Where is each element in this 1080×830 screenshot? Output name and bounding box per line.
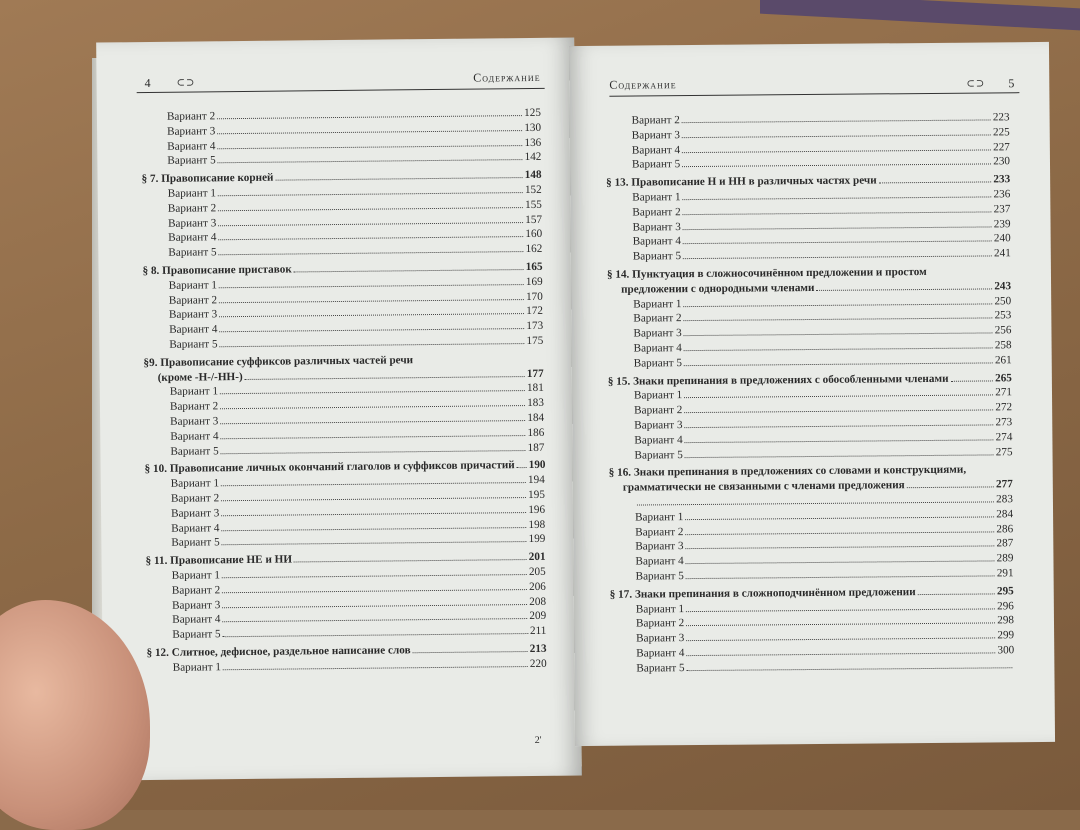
toc-page-number: 190 <box>529 458 546 473</box>
toc-page-number: 253 <box>994 309 1011 324</box>
toc-page-number: 243 <box>994 279 1011 294</box>
toc-page-number: 194 <box>528 473 545 488</box>
toc-page-number: 155 <box>525 198 542 213</box>
left-page-number: 4 <box>145 76 152 91</box>
toc-page-number: 172 <box>526 304 543 319</box>
dot-leader <box>686 608 995 612</box>
toc-entry-label: Вариант 3 <box>141 124 215 140</box>
toc-page-number: 196 <box>528 503 545 518</box>
toc-entry-label: Вариант 2 <box>606 205 680 220</box>
toc-page-number: 296 <box>997 599 1014 614</box>
toc-entry-label: Вариант 2 <box>141 109 215 125</box>
left-running-header <box>137 72 545 93</box>
toc-entry-label: Вариант 5 <box>607 249 681 264</box>
toc-page-number: 277 <box>996 477 1013 492</box>
dot-leader <box>685 516 994 520</box>
dot-leader <box>221 450 526 454</box>
toc-entry-label: Вариант 1 <box>609 510 683 525</box>
dot-leader <box>220 420 525 424</box>
dot-leader <box>219 313 524 317</box>
toc-page-number: 220 <box>530 657 547 672</box>
toc-page-number: 295 <box>997 584 1014 599</box>
dot-leader <box>684 410 993 414</box>
dot-leader <box>219 299 524 303</box>
dot-leader <box>685 424 994 428</box>
toc-entry-label: Вариант 2 <box>610 616 684 631</box>
toc-page-number: 283 <box>996 492 1013 507</box>
toc-page-number: 198 <box>528 517 545 532</box>
dot-leader <box>684 333 993 337</box>
toc-page-number: 271 <box>995 386 1012 401</box>
toc-page-number: 173 <box>526 319 543 334</box>
toc-entry-label: Вариант 2 <box>145 491 219 507</box>
dot-leader <box>220 390 525 394</box>
dot-leader <box>682 149 991 153</box>
toc-page-number: 213 <box>530 642 547 657</box>
dot-leader <box>218 145 523 149</box>
dot-leader <box>684 347 993 351</box>
toc-entry-label: Вариант 2 <box>609 525 683 540</box>
dot-leader <box>683 226 992 230</box>
toc-page-number: 265 <box>995 371 1012 386</box>
toc-entry-label: § 11. Правописание НЕ и НИ <box>146 553 293 569</box>
toc-entry-label: Вариант 4 <box>143 322 217 338</box>
toc-entry-label: § 17. Знаки препинания в сложноподчинённом предложении <box>610 585 916 602</box>
toc-page-number: 181 <box>527 381 544 396</box>
dot-leader <box>684 318 993 322</box>
dot-leader <box>275 177 522 181</box>
toc-page-number: 160 <box>525 227 542 242</box>
toc-page-number: 187 <box>528 440 545 455</box>
toc-entry-label: Вариант 4 <box>145 521 219 537</box>
dot-leader <box>218 207 523 211</box>
toc-variant-row <box>143 334 543 353</box>
toc-page-number: 157 <box>525 212 542 227</box>
toc-page-number: 227 <box>993 140 1010 155</box>
right-page <box>569 42 1055 746</box>
toc-page-number: 236 <box>993 187 1010 202</box>
toc-entry-label: Вариант 5 <box>143 337 217 353</box>
toc-page-number: 233 <box>993 172 1010 187</box>
toc-section-title-line: §9. Правописание суффиксов различных частей речи <box>143 352 543 371</box>
toc-page-number: 284 <box>996 507 1013 522</box>
toc-entry-label: § 8. Правописание приставок <box>142 262 291 278</box>
toc-variant-row <box>141 150 541 169</box>
toc-entry-label: Вариант 5 <box>610 569 684 584</box>
toc-entry-label: Вариант 2 <box>607 311 681 326</box>
dot-leader <box>218 236 523 240</box>
toc-page-number: 175 <box>526 334 543 349</box>
toc-page-number: 186 <box>527 426 544 441</box>
toc-page-number: 240 <box>994 232 1011 247</box>
dot-leader <box>219 251 524 255</box>
toc-entry-label: Вариант 1 <box>146 568 220 584</box>
toc-entry-label: § 7. Правописание корней <box>142 171 274 187</box>
toc-variant-row <box>608 353 1012 371</box>
ornament-icon: ⊂⊃ <box>177 77 196 88</box>
toc-variant-row <box>607 246 1011 264</box>
toc-entry-label: Вариант 4 <box>142 231 216 247</box>
toc-entry-label: Вариант 5 <box>142 245 216 261</box>
toc-entry-label: Вариант 3 <box>142 216 216 232</box>
toc-entry-label: Вариант 3 <box>606 128 680 143</box>
toc-section-block <box>609 463 1013 496</box>
toc-entry-label: Вариант 3 <box>146 598 220 614</box>
toc-entry-label: Вариант 3 <box>607 326 681 341</box>
toc-entry-label: Вариант 2 <box>142 201 216 217</box>
dot-leader <box>879 182 992 184</box>
toc-page-number: 136 <box>524 135 541 150</box>
dot-leader <box>219 284 524 288</box>
toc-page-number: 142 <box>525 150 542 165</box>
toc-page-number: 250 <box>994 294 1011 309</box>
toc-page-number: 258 <box>995 338 1012 353</box>
ornament-icon: ⊂⊃ <box>966 78 985 89</box>
toc-page-number: 225 <box>993 125 1010 140</box>
toc-section-block <box>607 264 1011 297</box>
dot-leader <box>221 512 526 516</box>
toc-page-number: 152 <box>525 183 542 198</box>
toc-entry-label: § 15. Знаки препинания в предложениях с обособленными членами <box>608 371 949 389</box>
toc-entry-label: (кроме -Н-/-НН-) <box>158 370 243 386</box>
toc-page-number: 206 <box>529 580 546 595</box>
toc-entry-label: грамматически не связанными с членами предложения <box>623 478 905 495</box>
toc-page-number: 299 <box>997 628 1014 643</box>
toc-page-number: 148 <box>525 168 542 183</box>
dot-leader <box>683 211 992 215</box>
toc-page-number: 201 <box>529 550 546 565</box>
dot-leader <box>682 119 991 123</box>
dot-leader <box>217 115 522 119</box>
dot-leader <box>221 482 526 486</box>
toc-entry-label: Вариант 2 <box>144 399 218 415</box>
dot-leader <box>684 395 993 399</box>
dot-leader <box>223 633 528 637</box>
toc-page-number: 241 <box>994 246 1011 261</box>
dot-leader <box>222 589 527 593</box>
toc-entry-label: § 10. Правописание личных окончаний глаголов и суффиксов причастий <box>145 458 515 477</box>
toc-page-number: 300 <box>997 643 1014 658</box>
toc-page-number: 287 <box>996 537 1013 552</box>
toc-entry-label: Вариант 1 <box>144 385 218 401</box>
dot-leader <box>686 561 995 565</box>
dot-leader <box>683 303 992 307</box>
left-toc <box>141 106 547 676</box>
dot-leader <box>413 651 528 653</box>
toc-variant-row <box>608 445 1012 463</box>
dot-leader <box>219 328 524 332</box>
dot-leader <box>683 241 992 245</box>
toc-section-block <box>143 352 543 386</box>
toc-entry-label: Вариант 1 <box>610 602 684 617</box>
dot-leader <box>222 574 527 578</box>
toc-page-number: 237 <box>994 202 1011 217</box>
toc-entry-label: Вариант 1 <box>608 388 682 403</box>
toc-entry-label: Вариант 5 <box>608 448 682 463</box>
toc-entry-label: Вариант 4 <box>608 433 682 448</box>
toc-entry-label: Вариант 1 <box>145 476 219 492</box>
toc-entry-label: Вариант 3 <box>144 414 218 430</box>
dot-leader <box>918 593 995 595</box>
toc-page-number: 208 <box>529 594 546 609</box>
dot-leader <box>687 652 996 656</box>
toc-variant-row <box>610 658 1014 676</box>
toc-entry-label: Вариант 4 <box>608 341 682 356</box>
toc-page-number: 256 <box>995 323 1012 338</box>
toc-page-number: 261 <box>995 353 1012 368</box>
dot-leader <box>294 559 527 562</box>
toc-entry-label: Вариант 1 <box>607 297 681 312</box>
toc-page-number: 289 <box>997 551 1014 566</box>
dot-leader <box>218 192 523 196</box>
toc-entry-label: Вариант 1 <box>147 660 221 676</box>
dot-leader <box>222 604 527 608</box>
toc-page-number: 291 <box>997 566 1014 581</box>
dot-leader <box>222 527 527 531</box>
toc-page-number: 199 <box>529 532 546 547</box>
toc-entry-label: Вариант 1 <box>142 186 216 202</box>
toc-entry-label: § 12. Слитное, дефисное, раздельное написание слов <box>146 643 410 661</box>
dot-leader <box>683 196 992 200</box>
toc-page-number: 162 <box>525 242 542 257</box>
dot-leader <box>685 439 994 443</box>
toc-page-number: 272 <box>995 400 1012 415</box>
toc-entry-label: Вариант 3 <box>608 418 682 433</box>
toc-entry-label: Вариант 3 <box>143 308 217 324</box>
toc-entry-label: Вариант 5 <box>146 627 220 643</box>
toc-entry-label: Вариант 5 <box>606 158 680 173</box>
toc-entry-label: Вариант 3 <box>145 506 219 522</box>
toc-page-number: 209 <box>529 609 546 624</box>
toc-entry-label: Вариант 2 <box>608 403 682 418</box>
toc-page-number: 169 <box>526 275 543 290</box>
toc-entry-label: § 13. Правописание Н и НН в различных частях речи <box>606 174 877 191</box>
toc-entry-label: Вариант 1 <box>606 190 680 205</box>
toc-page-number: 223 <box>993 110 1010 125</box>
toc-entry-label: предложении с однородными членами <box>621 281 815 297</box>
dot-leader <box>220 405 525 409</box>
toc-entry-label: Вариант 5 <box>610 661 684 676</box>
toc-page-number: 165 <box>526 260 543 275</box>
dot-leader <box>222 618 527 622</box>
dot-leader <box>223 666 528 670</box>
toc-entry-label: Вариант 5 <box>144 444 218 460</box>
dot-leader <box>217 130 522 134</box>
dot-leader <box>294 269 524 272</box>
toc-page-number: 273 <box>995 415 1012 430</box>
toc-variant-row <box>142 242 542 261</box>
left-header-title: Содержание <box>473 70 540 86</box>
toc-entry-label: Вариант 5 <box>145 536 219 552</box>
toc-entry-label: Вариант 5 <box>608 356 682 371</box>
toc-variant-row <box>610 566 1014 584</box>
toc-entry-label: Вариант 3 <box>606 220 680 235</box>
left-page <box>96 38 582 781</box>
dot-leader <box>685 531 994 535</box>
right-running-header <box>609 76 1019 97</box>
toc-entry-label: Вариант 1 <box>143 278 217 294</box>
dot-leader <box>816 288 992 291</box>
toc-entry-label: Вариант 4 <box>141 139 215 155</box>
right-header-title: Содержание <box>609 77 676 93</box>
toc-page-number: 230 <box>993 155 1010 170</box>
toc-entry-label: Вариант 4 <box>146 613 220 629</box>
toc-entry-label: Вариант 2 <box>606 113 680 128</box>
toc-section-title-line: § 16. Знаки препинания в предложениях со словами и конструкциями, <box>609 463 1013 481</box>
toc-page-number: 184 <box>527 411 544 426</box>
toc-page-number: 286 <box>996 522 1013 537</box>
toc-page-number: 211 <box>530 624 547 639</box>
dot-leader <box>221 497 526 501</box>
dot-leader <box>245 376 525 380</box>
dot-leader <box>686 546 995 550</box>
dot-leader <box>682 164 991 168</box>
toc-page-number: 275 <box>996 445 1013 460</box>
toc-entry-label: Вариант 2 <box>146 583 220 599</box>
toc-entry-label: Вариант 4 <box>610 646 684 661</box>
toc-page-number: 195 <box>528 488 545 503</box>
toc-variant-row <box>146 624 546 643</box>
dot-leader <box>218 159 523 163</box>
toc-page-number: 125 <box>524 106 541 121</box>
dot-leader <box>682 134 991 138</box>
dot-leader <box>220 343 525 347</box>
dot-leader <box>685 454 994 458</box>
toc-entry-label: Вариант 4 <box>607 235 681 250</box>
toc-page-number: 130 <box>524 121 541 136</box>
dot-leader <box>683 256 992 260</box>
toc-entry-label: Вариант 2 <box>143 293 217 309</box>
toc-entry-label: Вариант 4 <box>606 143 680 158</box>
toc-variant-row <box>144 440 544 459</box>
dot-leader <box>517 467 527 468</box>
dot-leader <box>686 575 995 579</box>
toc-variant-row <box>145 532 545 551</box>
toc-entry-label: Вариант 4 <box>144 429 218 445</box>
toc-page-number: 170 <box>526 289 543 304</box>
dot-leader <box>951 380 994 381</box>
dot-leader <box>637 501 994 505</box>
left-footer-mark: 2' <box>535 735 542 746</box>
dot-leader <box>907 487 994 489</box>
toc-page-number: 177 <box>527 366 544 381</box>
toc-page-number: 274 <box>996 430 1013 445</box>
dot-leader <box>686 623 995 627</box>
toc-section-title-line: § 14. Пунктуация в сложносочинённом предложении и простом <box>607 264 1011 282</box>
dot-leader <box>222 541 527 545</box>
toc-variant-row <box>606 155 1010 173</box>
toc-page-number: 205 <box>529 565 546 580</box>
dot-leader <box>218 222 523 226</box>
toc-page-number: 298 <box>997 614 1014 629</box>
toc-page-number: 183 <box>527 396 544 411</box>
right-page-number: 5 <box>1008 76 1015 91</box>
dot-leader <box>684 362 993 366</box>
right-toc <box>606 110 1015 676</box>
toc-variant-row <box>147 657 547 676</box>
toc-entry-label: Вариант 3 <box>609 539 683 554</box>
toc-entry-label: Вариант 3 <box>610 631 684 646</box>
dot-leader <box>687 667 1013 671</box>
toc-entry-label: Вариант 4 <box>609 554 683 569</box>
dot-leader <box>221 435 526 439</box>
toc-entry-label: Вариант 5 <box>141 154 215 170</box>
toc-page-number: 239 <box>994 217 1011 232</box>
dot-leader <box>686 638 995 642</box>
